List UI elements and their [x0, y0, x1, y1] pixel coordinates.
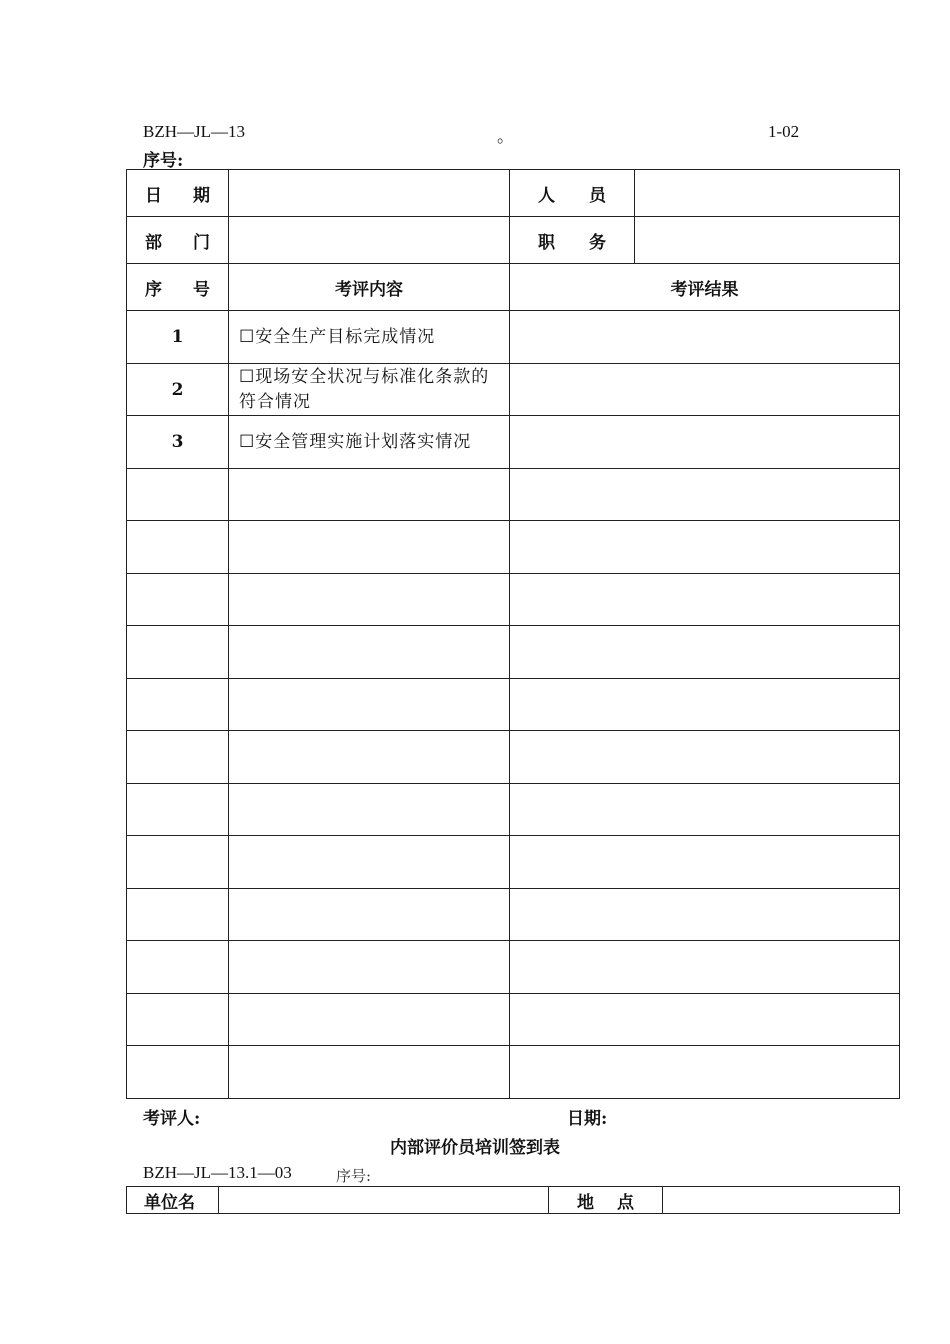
table-row-empty	[127, 731, 900, 784]
empty-cell[interactable]	[127, 836, 229, 889]
person-label-cell: 人 员	[510, 170, 635, 217]
evaluation-form-table	[126, 169, 900, 1099]
empty-cell[interactable]	[229, 836, 510, 889]
empty-cell[interactable]	[229, 574, 510, 626]
row-result-cell[interactable]	[510, 364, 900, 416]
position-value-cell[interactable]	[635, 217, 900, 264]
empty-cell[interactable]	[229, 626, 510, 679]
empty-cell[interactable]	[510, 784, 900, 836]
table-row-empty	[127, 1046, 900, 1099]
table-row-empty	[127, 994, 900, 1046]
empty-cell[interactable]	[229, 784, 510, 836]
training-signin-title: 内部评价员培训签到表	[390, 1138, 560, 1158]
empty-cell[interactable]	[127, 889, 229, 941]
row-result-cell[interactable]	[510, 416, 900, 469]
table-row	[127, 311, 900, 364]
date-label-cell: 日 期	[127, 170, 229, 217]
row-number: 1	[127, 311, 229, 364]
result-header-cell: 考评结果	[510, 264, 900, 311]
empty-cell[interactable]	[229, 889, 510, 941]
table-row-empty	[127, 836, 900, 889]
table-row	[127, 364, 900, 416]
empty-cell[interactable]	[510, 836, 900, 889]
unit-value-cell[interactable]	[219, 1187, 549, 1214]
empty-cell[interactable]	[510, 889, 900, 941]
empty-cell[interactable]	[229, 994, 510, 1046]
evaluator-label: 考评人:	[143, 1109, 201, 1129]
table-row	[127, 416, 900, 469]
info-row-date	[127, 170, 900, 217]
empty-cell[interactable]	[229, 679, 510, 731]
content-header-cell: 考评内容	[229, 264, 510, 311]
empty-cell[interactable]	[127, 731, 229, 784]
seq-header-cell: 序 号	[127, 264, 229, 311]
empty-cell[interactable]	[510, 1046, 900, 1099]
empty-cell[interactable]	[510, 626, 900, 679]
header-dot: 。	[497, 127, 514, 146]
signin-header-row	[127, 1187, 900, 1214]
training-serial-label: 序号:	[336, 1167, 372, 1185]
table-row-empty	[127, 469, 900, 521]
person-value-cell[interactable]	[635, 170, 900, 217]
serial-label: 序号:	[143, 151, 184, 171]
table-header-row	[127, 264, 900, 311]
table-row-empty	[127, 679, 900, 731]
empty-cell[interactable]	[229, 941, 510, 994]
row-content-checkbox-item[interactable]: ☐安全生产目标完成情况	[229, 311, 510, 364]
table-row-empty	[127, 521, 900, 574]
info-row-dept	[127, 217, 900, 264]
form-code: BZH—JL—13	[143, 122, 245, 141]
table-row-empty	[127, 889, 900, 941]
dept-value-cell[interactable]	[229, 217, 510, 264]
row-number: 2	[127, 364, 229, 416]
place-value-cell[interactable]	[663, 1187, 900, 1214]
place-label-cell: 地 点	[549, 1187, 663, 1214]
row-result-cell[interactable]	[510, 311, 900, 364]
training-form-code: BZH—JL—13.1—03	[143, 1163, 292, 1182]
date-value-cell[interactable]	[229, 170, 510, 217]
row-content-checkbox-item[interactable]: ☐现场安全状况与标准化条款的符合情况	[229, 364, 510, 416]
table-row-empty	[127, 574, 900, 626]
empty-cell[interactable]	[127, 626, 229, 679]
table-row-empty	[127, 784, 900, 836]
empty-cell[interactable]	[127, 679, 229, 731]
empty-cell[interactable]	[510, 994, 900, 1046]
page-number: 1-02	[768, 122, 800, 141]
row-content-checkbox-item[interactable]: ☐安全管理实施计划落实情况	[229, 416, 510, 469]
empty-cell[interactable]	[510, 574, 900, 626]
empty-cell[interactable]	[510, 731, 900, 784]
empty-cell[interactable]	[510, 521, 900, 574]
empty-cell[interactable]	[127, 469, 229, 521]
row-number: 3	[127, 416, 229, 469]
empty-cell[interactable]	[510, 941, 900, 994]
empty-cell[interactable]	[510, 469, 900, 521]
unit-label-cell: 单位名	[127, 1187, 219, 1214]
dept-label-cell: 部 门	[127, 217, 229, 264]
footer-date-label: 日期:	[567, 1109, 608, 1129]
table-row-empty	[127, 626, 900, 679]
empty-cell[interactable]	[229, 521, 510, 574]
empty-cell[interactable]	[229, 1046, 510, 1099]
position-label-cell: 职 务	[510, 217, 635, 264]
empty-cell[interactable]	[127, 1046, 229, 1099]
empty-cell[interactable]	[127, 941, 229, 994]
empty-cell[interactable]	[127, 521, 229, 574]
empty-cell[interactable]	[229, 731, 510, 784]
empty-cell[interactable]	[229, 469, 510, 521]
empty-cell[interactable]	[510, 679, 900, 731]
training-signin-table	[126, 1186, 900, 1214]
table-row-empty	[127, 941, 900, 994]
empty-cell[interactable]	[127, 994, 229, 1046]
empty-cell[interactable]	[127, 574, 229, 626]
empty-cell[interactable]	[127, 784, 229, 836]
